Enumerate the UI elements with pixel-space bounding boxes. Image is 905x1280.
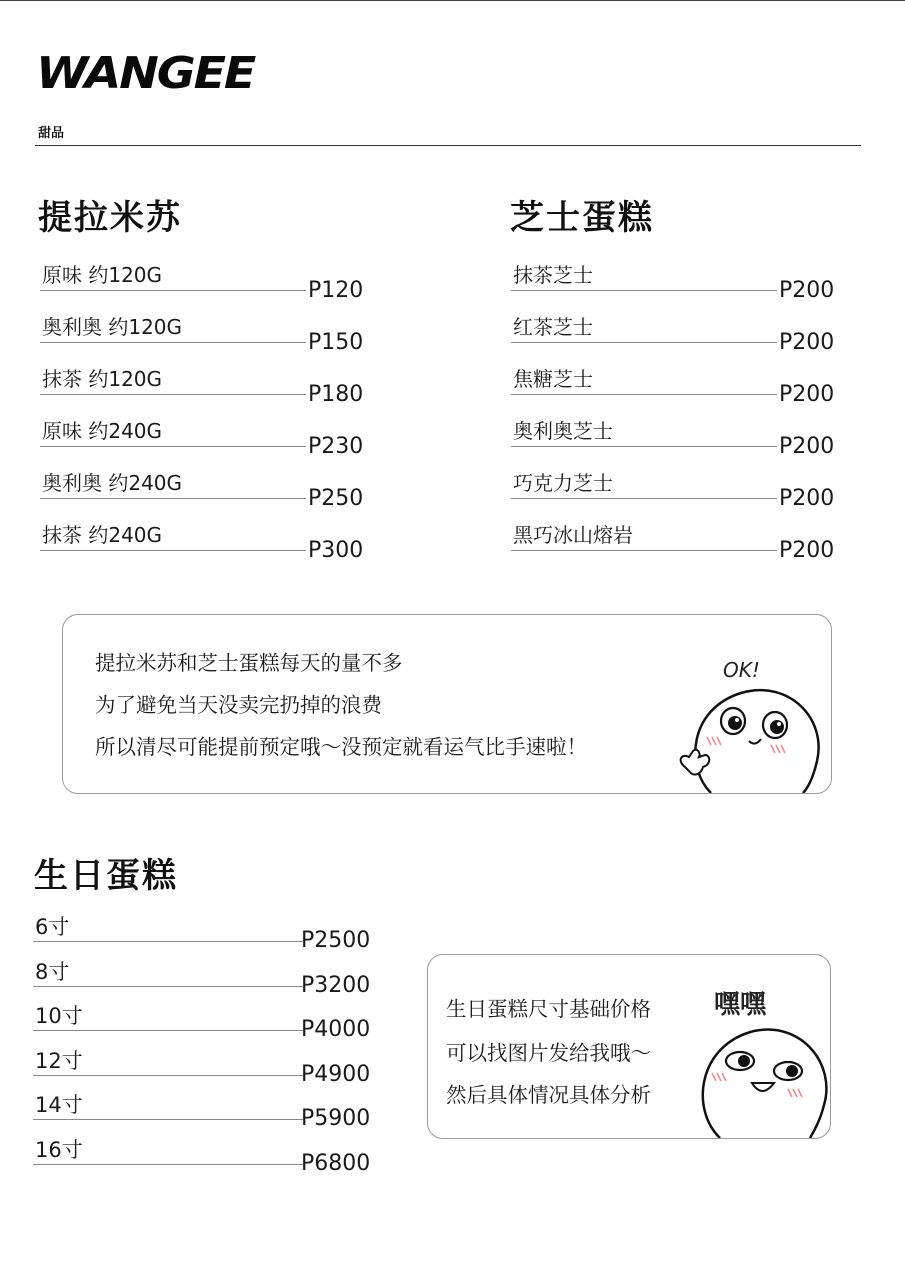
item-name: 14寸 [35,1093,83,1117]
tiramisu-title: 提拉米苏 [38,198,182,238]
item-price: P4900 [301,1061,371,1087]
row-divider [33,1030,303,1031]
top-border [0,0,905,1]
price-row [40,314,370,366]
item-name: 原味 约240G [42,419,163,443]
item-price: P200 [779,538,835,563]
preorder-notice-box [62,614,832,794]
item-price: P200 [779,278,835,303]
item-price: P5900 [301,1106,371,1131]
item-name: 奥利奥 约120G [42,315,183,339]
item-name: 奥利奥芝士 [513,419,613,443]
price-row [511,366,841,418]
row-divider [33,941,303,942]
ok-mascot-icon [671,649,831,793]
price-row [40,470,370,522]
item-name: 红茶芝士 [513,315,593,339]
item-price: P200 [779,382,835,407]
row-divider [40,342,306,343]
row-divider [33,1164,303,1165]
price-row [33,959,373,1004]
row-divider [40,446,306,447]
item-price: P200 [779,434,835,459]
mascot-hehe-text: 嘿嘿 [714,990,767,1020]
price-row [511,262,841,314]
birthday-note-line: 然后具体情况具体分析 [446,1083,651,1107]
item-name: 8寸 [35,959,70,984]
birthday-title: 生日蛋糕 [34,856,178,896]
item-name: 6寸 [35,915,70,939]
header-divider [35,145,861,146]
price-row [511,522,841,574]
item-price: P200 [779,486,835,511]
row-divider [40,394,306,395]
item-price: P6800 [301,1150,371,1176]
item-price: P3200 [301,972,371,998]
item-name: 奥利奥 约240G [42,471,183,495]
row-divider [33,1075,303,1076]
price-row [511,418,841,470]
price-row [511,314,841,366]
item-name: 抹茶 约240G [42,523,163,547]
row-divider [33,986,303,987]
row-divider [40,498,306,499]
mascot-ok-text: OK! [723,658,760,682]
category-label: 甜品 [38,126,65,141]
price-row [40,522,370,574]
notice-line: 提拉米苏和芝士蛋糕每天的量不多 [95,651,403,675]
row-divider [511,394,777,395]
row-divider [511,498,777,499]
item-price: P2500 [301,928,371,953]
birthday-note-line: 可以找图片发给我哦～ [446,1041,651,1065]
item-name: 焦糖芝士 [513,367,593,391]
item-name: 12寸 [35,1048,83,1073]
row-divider [40,550,306,551]
item-name: 抹茶芝士 [513,263,593,287]
item-price: P120 [308,278,364,303]
price-row [33,1048,373,1093]
price-row [33,1003,373,1048]
item-price: P200 [779,330,835,355]
cheesecake-title: 芝士蛋糕 [510,198,654,238]
price-row [40,262,370,314]
item-name: 抹茶 约120G [42,367,163,391]
row-divider [511,342,777,343]
item-name: 黑巧冰山熔岩 [513,523,633,547]
row-divider [40,290,306,291]
item-price: P180 [308,382,364,407]
item-name: 16寸 [35,1137,83,1162]
cheesecake-price-list [511,262,841,574]
price-row [511,470,841,522]
item-name: 原味 约120G [42,263,163,287]
item-price: P4000 [301,1017,371,1042]
row-divider [511,550,777,551]
tiramisu-price-list [40,262,370,574]
item-name: 巧克力芝士 [513,471,613,495]
birthday-note-line: 生日蛋糕尺寸基础价格 [446,997,651,1021]
item-price: P300 [308,538,364,563]
price-row [40,366,370,418]
row-divider [511,290,777,291]
price-row [33,1137,373,1182]
notice-line: 为了避免当天没卖完扔掉的浪费 [95,693,382,717]
price-row [40,418,370,470]
row-divider [33,1119,303,1120]
item-price: P150 [308,330,364,355]
birthday-price-list [33,914,373,1181]
item-price: P250 [308,486,364,511]
item-name: 10寸 [35,1004,83,1028]
price-row [33,1092,373,1137]
item-price: P230 [308,434,364,459]
notice-line: 所以清尽可能提前预定哦～没预定就看运气比手速啦！ [95,735,587,759]
row-divider [511,446,777,447]
birthday-note-box [427,954,831,1139]
price-row [33,914,373,959]
hehe-mascot-icon [690,979,830,1138]
brand-logo: WANGEE [36,48,255,99]
